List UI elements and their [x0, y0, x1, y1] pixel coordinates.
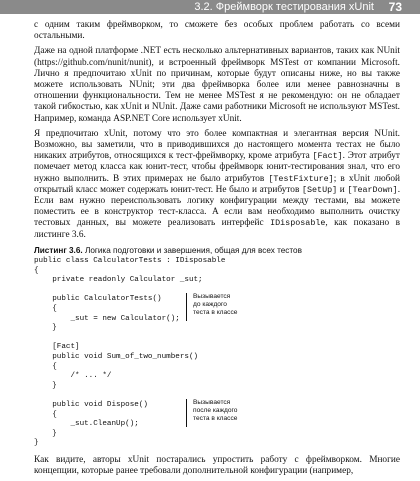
paragraph-3: [34, 129, 400, 241]
code-line: public void Dispose(): [34, 400, 148, 409]
listing-label: Листинг 3.6.: [34, 245, 83, 255]
code-line: _sut.CleanUp();: [34, 420, 139, 429]
paragraph-2: Даже на одной платформе .NET есть несколько альтернативных вариантов, таких как NUnit (https://github.com/nunit/nunit), и встроенный фреймворк MSTest от компании Microsoft. Лично я предпочитаю xUnit по причинам, которые будут описаны ниже, но вы также можете использовать NUnit; эти два фреймворка более или менее равнозначны в отношении функциональности. Тем не менее MSTest я не рекомендую: он не обладает такой гибкостью, как xUnit и NUnit. Даже сами работники Microsoft не используют MSTest. Например, команда ASP.NET Core использует xUnit.: [34, 46, 400, 124]
code-teardown: [TearDown]: [347, 184, 398, 195]
callout-constructor: [186, 293, 263, 321]
code-line: private readonly Calculator _sut;: [34, 276, 203, 285]
callout-line: Вызывается: [193, 399, 231, 407]
code-line: }: [34, 439, 39, 448]
code-line: [Fact]: [34, 343, 80, 352]
text-run: . Этот атрибут помечает метод класса как юнит-тест, чтобы фреймворк юнит-тестирования знал, что его нужно выполнить. В этих примерах не было атрибутов: [34, 151, 400, 184]
code-line: _sut = new Calculator();: [34, 314, 180, 323]
code-line: {: [34, 410, 57, 419]
text-run: ; в xUnit любой открытый класс может содержать юнит-тест. Не было и атрибутов: [34, 173, 400, 195]
code-line: }: [34, 381, 57, 390]
callout-dispose: [186, 399, 263, 427]
code-line: /* ... */: [34, 372, 112, 381]
running-header: [0, 0, 420, 14]
code-testfixture: [TestFixture]: [268, 173, 334, 184]
text-run: и: [337, 184, 348, 195]
callout-line: до каждого: [193, 301, 227, 309]
code-line: {: [34, 266, 39, 275]
code-fact: [Fact]: [312, 151, 343, 162]
code-line: }: [34, 324, 57, 333]
page-number: 73: [388, 0, 402, 14]
callout-line: после каждого: [193, 407, 238, 415]
listing-caption-text: Логика подготовки и завершения, общая для всех тестов: [82, 245, 302, 255]
code-line: {: [34, 305, 57, 314]
code-listing: [34, 257, 400, 449]
code-idisposable: IDisposable: [270, 218, 326, 229]
paragraph-4: Как видите, авторы xUnit постарались упростить работу с фреймворком. Многие концепции, которые ранее требовали дополнительной конфигурации (например,: [34, 454, 400, 477]
code-setup: [SetUp]: [301, 184, 338, 195]
listing-caption: [34, 245, 400, 256]
code-line: }: [34, 429, 57, 438]
code-line: [34, 334, 400, 344]
text-run: Я предпочитаю xUnit, потому что это более компактная и элегантная версия NUnit. Возможно, вы заметили, что в приводившихся до настоящего момента тестах не было никаких атрибутов, относящихся к тест-фреймворку, кроме атрибута: [34, 128, 400, 162]
code-line: public class CalculatorTests : IDisposable: [34, 257, 226, 266]
code-line: public void Sum_of_two_numbers(): [34, 353, 199, 361]
text-run: . Если вам нужно переиспользовать логику конфигурации между тестами, вы можете поместить ее в конструктор тест-класса. А если вам необходимо выполнить очистку тестовых данных, вы можете реализовать интерфейс: [34, 184, 401, 229]
running-title: 3.2. Фреймворк тестирования xUnit: [194, 1, 374, 13]
paragraph-1: с одним таким фреймворком, то сможете без особых проблем работать со всеми остальными.: [34, 20, 400, 42]
callout-line: теста в классе: [193, 309, 238, 317]
code-line: {: [34, 362, 57, 371]
code-line: public CalculatorTests(): [34, 295, 162, 304]
page-body: [34, 20, 400, 481]
text-run: , как показано в листинге 3.6.: [34, 218, 400, 240]
callout-line: теста в классе: [193, 415, 238, 423]
callout-line: Вызывается: [193, 293, 231, 301]
